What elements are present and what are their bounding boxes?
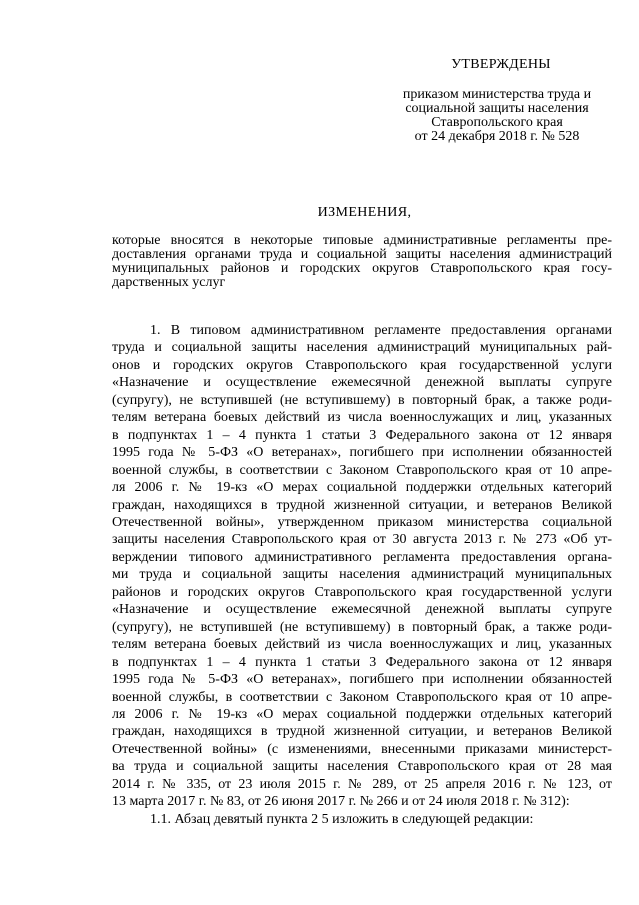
body-line: граждан, находящихся в трудной жизненной ситуации, и ветеранов Великой <box>112 724 612 740</box>
approval-line: социальной защиты населения <box>405 101 589 116</box>
subtitle-line: которые вносятся в некоторые типовые административные регламенты пре- <box>112 233 612 248</box>
approval-block <box>392 58 602 144</box>
body-line: 13 марта 2017 г. № 83, от 26 июня 2017 г. № 266 и от 24 июля 2018 г. № 312): <box>112 794 570 810</box>
approval-heading: УТВЕРЖДЕНЫ <box>451 57 551 72</box>
document-body <box>112 322 612 828</box>
body-line: в подпунктах 1 – 4 пункта 1 статьи 3 Федерального закона от 12 января <box>112 427 612 443</box>
body-line: ми труда и социальной защиты населения администраций муниципальных <box>112 567 612 583</box>
document-title-block <box>0 205 639 221</box>
body-line: ля 2006 г. № 19-кз «О мерах социальной поддержки отдельных категорий <box>112 706 612 722</box>
subtitle-line: муниципальных районов и городских округов Ставропольского края госу- <box>112 261 612 276</box>
body-line: районов и городских округов Ставропольского края государственной услуги <box>112 584 612 600</box>
body-line: 1.1. Абзац девятый пункта 2 5 изложить в следующей редакции: <box>150 811 534 827</box>
body-line: телям ветерана боевых действий из числа военнослужащих и лиц, указанных <box>112 637 612 653</box>
body-line: ля 2006 г. № 19-кз «О мерах социальной поддержки отдельных категорий <box>112 480 612 496</box>
body-line: Отечественной войны», утвержденном приказом министерства социальной <box>112 514 612 530</box>
body-line: Отечественной войны» (с изменениями, внесенными приказами министерст- <box>112 741 612 757</box>
body-line: 1. В типовом административном регламенте предоставления органами <box>150 323 612 338</box>
subtitle-line: доставления органами труда и социальной защиты населения администраций <box>112 247 612 262</box>
body-line: «Назначение и осуществление ежемесячной денежной выплаты супруге <box>112 602 612 618</box>
document-title: ИЗМЕНЕНИЯ, <box>317 205 412 220</box>
body-line: телям ветерана боевых действий из числа военнослужащих и лиц, указанных <box>112 410 612 426</box>
body-line: труда и социальной защиты населения администраций муниципальных рай- <box>112 340 612 356</box>
document-subtitle <box>112 234 612 290</box>
body-line: защиты населения Ставропольского края от 30 августа 2013 г. № 273 «Об ут- <box>112 532 612 548</box>
body-line: ва труда и социальной защиты населения Ставропольского края от 28 мая <box>112 759 612 775</box>
approval-line: приказом министерства труда и <box>402 87 592 102</box>
body-line: (супругу), не вступившей (не вступившему) в повторный брак, а также роди- <box>112 619 612 635</box>
body-line: «Назначение и осуществление ежемесячной денежной выплаты супруге <box>112 375 612 391</box>
body-line: онов и городских округов Ставропольского края государственной услуги <box>112 357 612 373</box>
body-line: 2014 г. № 335, от 23 июля 2015 г. № 289, от 25 апреля 2016 г. № 123, от <box>112 776 612 792</box>
body-line: граждан, находящихся в трудной жизненной ситуации, и ветеранов Великой <box>112 497 612 513</box>
body-line: (супругу), не вступившей (не вступившему) в повторный брак, а также роди- <box>112 392 612 408</box>
body-line: в подпунктах 1 – 4 пункта 1 статьи 3 Федерального закона от 12 января <box>112 654 612 670</box>
body-line: верждении типового административного регламента предоставления органа- <box>112 549 612 565</box>
body-line: военной службы, в соответствии с Законом Ставропольского края от 10 апре- <box>112 689 612 705</box>
approval-line: от 24 декабря 2018 г. № 528 <box>414 129 580 144</box>
body-line: 1995 года № 5-ФЗ «О ветеранах», погибшего при исполнении обязанностей <box>112 672 612 688</box>
body-line: 1995 года № 5-ФЗ «О ветеранах», погибшего при исполнении обязанностей <box>112 445 612 461</box>
approval-line: Ставропольского края <box>431 115 563 130</box>
body-line: военной службы, в соответствии с Законом Ставропольского края от 10 апре- <box>112 462 612 478</box>
subtitle-line: дарственных услуг <box>112 275 226 290</box>
